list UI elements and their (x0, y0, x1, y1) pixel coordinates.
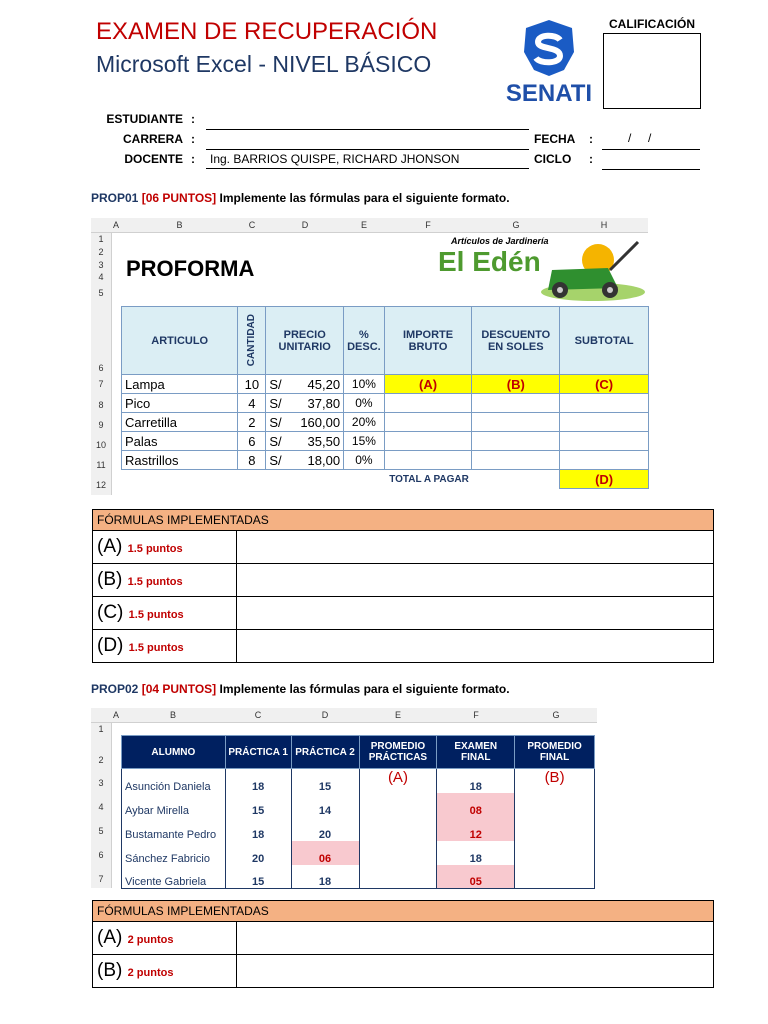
prop-instruction: Implemente las fórmulas para el siguiente formato. (219, 682, 510, 696)
table-row (122, 432, 649, 451)
cell-b[interactable] (472, 451, 560, 470)
col-practica1: PRÁCTICA 1 (225, 736, 291, 769)
row-header: 1 (91, 233, 112, 246)
prop-code: PROP01 (91, 191, 139, 205)
cell-disc[interactable]: 20% (344, 413, 385, 432)
formula-answer-a[interactable] (237, 922, 714, 955)
formula-row (93, 630, 714, 663)
row-header: 10 (91, 435, 112, 455)
cell-prom[interactable] (359, 817, 437, 841)
prop02-heading (91, 682, 510, 696)
cell-disc[interactable]: 10% (344, 375, 385, 394)
col-header: G (472, 218, 560, 233)
row-header: 9 (91, 415, 112, 435)
row-header: 3 (91, 259, 112, 271)
row-header: 7 (91, 864, 112, 888)
cell-b[interactable] (472, 413, 560, 432)
row-header: 5 (91, 816, 112, 840)
formula-row (93, 922, 714, 955)
formula-answer-b[interactable] (237, 564, 714, 597)
cell-c[interactable] (560, 394, 649, 413)
cell-prom-a[interactable]: (A) (359, 769, 437, 793)
cell-b[interactable] (472, 432, 560, 451)
formula-label: (D) 1.5 puntos (93, 630, 237, 663)
cell-c[interactable] (560, 451, 649, 470)
corner-cell (91, 708, 111, 723)
col-examen-final: EXAMEN FINAL (437, 736, 515, 769)
cell-c[interactable]: (C) (560, 375, 649, 394)
cell-student[interactable]: Bustamante Pedro (122, 817, 226, 841)
col-precio: PRECIO UNITARIO (266, 307, 344, 375)
cell-final[interactable] (515, 793, 595, 817)
formula-answer-c[interactable] (237, 597, 714, 630)
cell-prom[interactable] (359, 793, 437, 817)
total-cell[interactable]: (D) (560, 470, 649, 489)
cell-price[interactable]: S/ 160,00 (266, 413, 344, 432)
corner-cell (91, 218, 111, 233)
cell-final[interactable] (515, 865, 595, 889)
cell-p2[interactable]: 18 (291, 865, 359, 889)
cycle-label: CICLO (534, 152, 572, 166)
prop01-heading (91, 191, 510, 205)
row-header: 5 (91, 283, 112, 303)
cell-student[interactable]: Sánchez Fabricio (122, 841, 226, 865)
cell-student[interactable]: Aybar Mirella (122, 793, 226, 817)
cell-disc[interactable]: 0% (344, 451, 385, 470)
cell-c[interactable] (560, 413, 649, 432)
colon: : (191, 132, 195, 146)
cell-prom[interactable] (359, 841, 437, 865)
formulas-header: FÓRMULAS IMPLEMENTADAS (93, 901, 714, 922)
table-row (122, 793, 595, 817)
cell-exam[interactable]: 18 (437, 841, 515, 865)
prop-code: PROP02 (91, 682, 139, 696)
cell-a[interactable] (384, 413, 472, 432)
cell-price[interactable]: S/ 37,80 (266, 394, 344, 413)
logo-text: SENATI (505, 80, 593, 107)
proforma-table (121, 306, 649, 489)
table-row (122, 817, 595, 841)
grade-box[interactable] (603, 33, 701, 109)
formula-answer-b[interactable] (237, 955, 714, 988)
proforma-sheet (91, 218, 651, 498)
row-header: 7 (91, 374, 112, 395)
col-header: A (111, 218, 121, 233)
row-header: 8 (91, 395, 112, 415)
cycle-field[interactable] (602, 169, 700, 170)
table-row (122, 769, 595, 793)
col-header: B (121, 218, 238, 233)
cell-exam[interactable]: 05 (437, 865, 515, 889)
formula-answer-a[interactable] (237, 531, 714, 564)
colon: : (589, 132, 593, 146)
cell-p1[interactable]: 18 (225, 817, 291, 841)
brand-subtitle: Artículos de Jardinería (451, 236, 549, 246)
formula-label: (B) 2 puntos (93, 955, 237, 988)
col-articulo: ARTICULO (122, 307, 238, 375)
col-header: B (121, 708, 225, 723)
brand-name: El Edén (438, 246, 541, 277)
cell-prom[interactable] (359, 865, 437, 889)
row-header: 4 (91, 792, 112, 816)
formula-answer-d[interactable] (237, 630, 714, 663)
col-importe: IMPORTE BRUTO (384, 307, 472, 375)
cell-p2[interactable]: 15 (291, 769, 359, 793)
grades-table (121, 735, 595, 889)
cell-p1[interactable]: 20 (225, 841, 291, 865)
cell-c[interactable] (560, 432, 649, 451)
cell-name[interactable]: Pico (122, 394, 238, 413)
colon: : (191, 112, 195, 126)
cell-p2[interactable]: 14 (291, 793, 359, 817)
row-header: 6 (91, 303, 112, 374)
lawnmower-icon (538, 238, 648, 302)
cell-exam[interactable]: 18 (437, 769, 515, 793)
col-header: C (238, 218, 266, 233)
cell-name[interactable]: Palas (122, 432, 238, 451)
row-header: 11 (91, 455, 112, 475)
cell-price[interactable]: S/ 45,20 (266, 375, 344, 394)
col-header: G (515, 708, 597, 723)
cell-a[interactable] (384, 451, 472, 470)
teacher-value: Ing. BARRIOS QUISPE, RICHARD JHONSON (210, 152, 460, 166)
cell-p1[interactable]: 15 (225, 865, 291, 889)
cell-disc[interactable]: 15% (344, 432, 385, 451)
col-header: E (344, 218, 384, 233)
cell-final-b[interactable]: (B) (515, 769, 595, 793)
row-header: 1 (91, 723, 112, 735)
formula-row (93, 531, 714, 564)
table-row (122, 394, 649, 413)
row-header: 2 (91, 735, 112, 768)
date-value: / / (628, 131, 652, 145)
row-header: 2 (91, 246, 112, 259)
prop-points: [06 PUNTOS] (141, 191, 217, 205)
row-header: 6 (91, 840, 112, 864)
formula-row (93, 564, 714, 597)
cell-a[interactable] (384, 432, 472, 451)
formulas-table-2 (92, 900, 714, 988)
colon: : (191, 152, 195, 166)
table-row (122, 375, 649, 394)
date-field[interactable] (602, 149, 700, 150)
exam-title: EXAMEN DE RECUPERACIÓN (96, 18, 438, 45)
date-label: FECHA (534, 132, 576, 146)
col-alumno: ALUMNO (122, 736, 226, 769)
formula-row (93, 597, 714, 630)
cell-student[interactable]: Asunción Daniela (122, 769, 226, 793)
formula-label: (C) 1.5 puntos (93, 597, 237, 630)
cell-final[interactable] (515, 841, 595, 865)
cell-exam[interactable]: 08 (437, 793, 515, 817)
formula-label: (A) 1.5 puntos (93, 531, 237, 564)
col-desc: % DESC. (344, 307, 385, 375)
cell-p1[interactable]: 15 (225, 793, 291, 817)
grade-label: CALIFICACIÓN (609, 17, 695, 31)
formula-label: (A) 2 puntos (93, 922, 237, 955)
cell-disc[interactable]: 0% (344, 394, 385, 413)
col-promedio-final: PROMEDIO FINAL (515, 736, 595, 769)
cell-final[interactable] (515, 817, 595, 841)
col-cantidad: CANTIDAD (238, 307, 266, 375)
cell-a[interactable] (384, 394, 472, 413)
total-row (122, 470, 649, 489)
col-header: H (560, 218, 648, 233)
cell-a[interactable]: (A) (384, 375, 472, 394)
col-subtotal: SUBTOTAL (560, 307, 649, 375)
cell-qty[interactable]: 8 (238, 451, 266, 470)
grades-sheet (91, 708, 601, 888)
col-header: C (225, 708, 291, 723)
cell-p2[interactable]: 20 (291, 817, 359, 841)
table-row (122, 451, 649, 470)
cell-p2[interactable]: 06 (291, 841, 359, 865)
cell-qty[interactable]: 6 (238, 432, 266, 451)
cell-name[interactable]: Carretilla (122, 413, 238, 432)
student-label: ESTUDIANTE (106, 112, 183, 126)
col-header: F (384, 218, 472, 233)
teacher-field (206, 168, 529, 169)
cell-p1[interactable]: 18 (225, 769, 291, 793)
cell-price[interactable]: S/ 18,00 (266, 451, 344, 470)
cell-name[interactable]: Rastrillos (122, 451, 238, 470)
cell-exam[interactable]: 12 (437, 817, 515, 841)
col-header: E (359, 708, 437, 723)
cell-name[interactable]: Lampa (122, 375, 238, 394)
cell-qty[interactable]: 2 (238, 413, 266, 432)
row-header: 4 (91, 271, 112, 283)
career-label: CARRERA (123, 132, 183, 146)
col-practica2: PRÁCTICA 2 (291, 736, 359, 769)
proforma-title: PROFORMA (126, 256, 255, 281)
row-header: 12 (91, 475, 112, 495)
cell-qty[interactable]: 10 (238, 375, 266, 394)
colon: : (589, 152, 593, 166)
cell-qty[interactable]: 4 (238, 394, 266, 413)
senati-logo (498, 18, 600, 110)
cell-student[interactable]: Vicente Gabriela (122, 865, 226, 889)
cell-price[interactable]: S/ 35,50 (266, 432, 344, 451)
total-label: TOTAL A PAGAR (389, 473, 469, 485)
table-row (122, 841, 595, 865)
formulas-header: FÓRMULAS IMPLEMENTADAS (93, 510, 714, 531)
cell-b[interactable]: (B) (472, 375, 560, 394)
student-field[interactable] (206, 129, 529, 130)
career-field[interactable] (206, 149, 529, 150)
col-header: D (266, 218, 344, 233)
table-row (122, 413, 649, 432)
senati-emblem-icon (498, 18, 600, 80)
cell-b[interactable] (472, 394, 560, 413)
col-header: F (437, 708, 515, 723)
prop-points: [04 PUNTOS] (141, 682, 217, 696)
prop-instruction: Implemente las fórmulas para el siguiente formato. (219, 191, 510, 205)
col-header: A (111, 708, 121, 723)
col-promedio-practicas: PROMEDIO PRÁCTICAS (359, 736, 437, 769)
formula-row (93, 955, 714, 988)
col-header: D (291, 708, 359, 723)
teacher-label: DOCENTE (124, 152, 183, 166)
table-row (122, 865, 595, 889)
formula-label: (B) 1.5 puntos (93, 564, 237, 597)
formulas-table-1 (92, 509, 714, 663)
col-descuento: DESCUENTO EN SOLES (472, 307, 560, 375)
exam-subtitle: Microsoft Excel - NIVEL BÁSICO (96, 51, 432, 77)
row-header: 3 (91, 768, 112, 792)
